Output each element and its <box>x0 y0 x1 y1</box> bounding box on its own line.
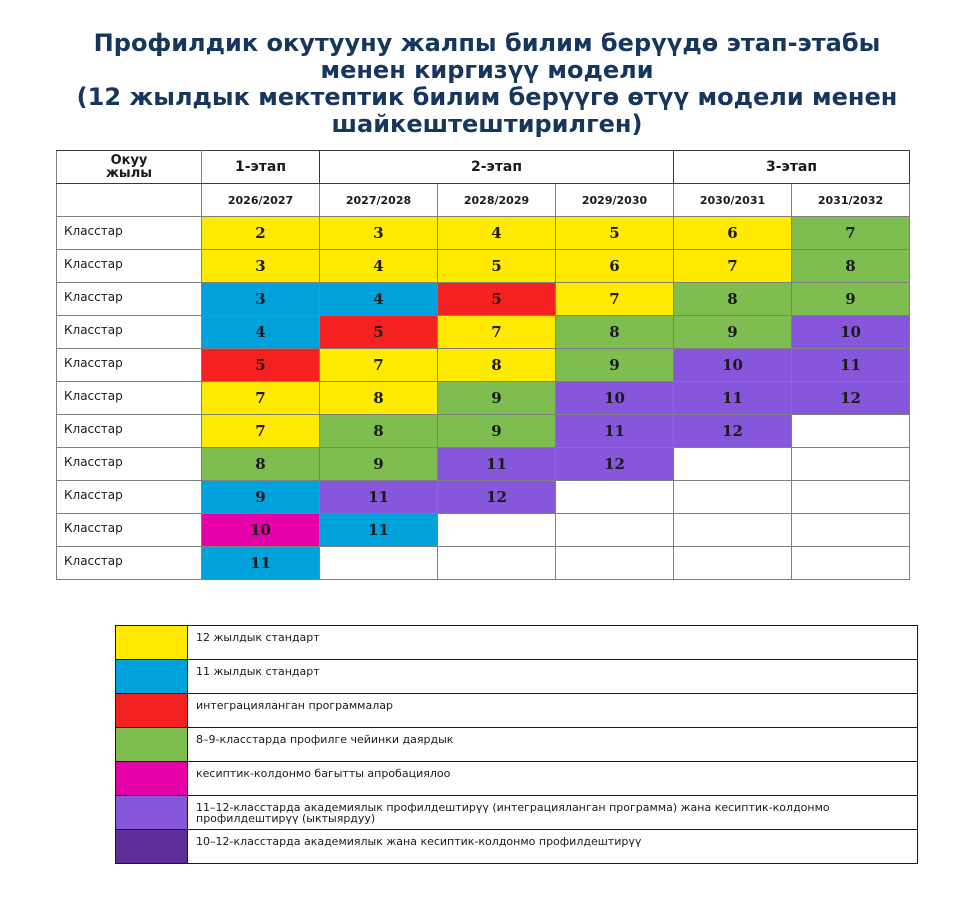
grade-cell: 7 <box>674 250 792 283</box>
grade-cell: 9 <box>792 283 910 316</box>
grade-cell: 8 <box>320 382 438 415</box>
grade-cell: 5 <box>202 349 320 382</box>
empty-cell <box>792 514 910 547</box>
year-header: 2029/2030 <box>556 184 674 217</box>
row-label: Класстар <box>57 250 202 283</box>
year-header: 2028/2029 <box>438 184 556 217</box>
grade-cell: 9 <box>438 415 556 448</box>
row-label: Класстар <box>57 382 202 415</box>
grade-cell: 8 <box>792 250 910 283</box>
empty-cell <box>674 448 792 481</box>
year-header-blank <box>57 184 202 217</box>
legend-item <box>116 626 918 660</box>
table-row <box>57 514 910 547</box>
grade-cell: 10 <box>792 316 910 349</box>
grade-cell: 11 <box>556 415 674 448</box>
table-row <box>57 217 910 250</box>
grade-cell: 6 <box>556 250 674 283</box>
stage-3-header: 3-этап <box>674 151 910 184</box>
grade-cell: 11 <box>438 448 556 481</box>
legend-swatch <box>116 762 188 796</box>
grade-cell: 6 <box>674 217 792 250</box>
legend-swatch <box>116 728 188 762</box>
table-row <box>57 382 910 415</box>
grade-cell: 5 <box>320 316 438 349</box>
grade-cell: 11 <box>202 547 320 580</box>
year-header: 2030/2031 <box>674 184 792 217</box>
row-label: Класстар <box>57 283 202 316</box>
grade-cell: 11 <box>674 382 792 415</box>
empty-cell <box>792 547 910 580</box>
row-label: Класстар <box>57 415 202 448</box>
table-row <box>57 349 910 382</box>
legend-swatch <box>116 694 188 728</box>
row-label: Класстар <box>57 316 202 349</box>
empty-cell <box>556 547 674 580</box>
grade-cell: 4 <box>320 283 438 316</box>
grade-cell: 7 <box>320 349 438 382</box>
legend-swatch <box>116 660 188 694</box>
title-line-4: шайкештештирилген) <box>331 110 643 138</box>
grade-cell: 11 <box>792 349 910 382</box>
empty-cell <box>556 481 674 514</box>
grade-cell: 8 <box>320 415 438 448</box>
year-label-line-2: жылы <box>106 166 152 181</box>
row-label: Класстар <box>57 448 202 481</box>
grade-cell: 9 <box>438 382 556 415</box>
grade-cell: 10 <box>556 382 674 415</box>
grade-cell: 7 <box>202 382 320 415</box>
grade-cell: 7 <box>202 415 320 448</box>
row-label: Класстар <box>57 547 202 580</box>
legend-label: 11 жылдык стандарт <box>188 660 918 694</box>
grade-cell: 9 <box>320 448 438 481</box>
empty-cell <box>674 514 792 547</box>
legend-swatch <box>116 796 188 830</box>
legend-table <box>115 625 918 864</box>
year-header: 2031/2032 <box>792 184 910 217</box>
grade-cell: 3 <box>320 217 438 250</box>
row-label: Класстар <box>57 514 202 547</box>
grade-cell: 4 <box>438 217 556 250</box>
title-line-3: (12 жылдык мектептик билим берүүгө өтүү модели менен <box>76 83 898 111</box>
legend-swatch <box>116 830 188 864</box>
legend-label: 12 жылдык стандарт <box>188 626 918 660</box>
legend-item <box>116 796 918 830</box>
grade-cell: 7 <box>556 283 674 316</box>
grade-cell: 11 <box>320 514 438 547</box>
page-title <box>0 30 974 138</box>
legend-label: интеграцияланган программалар <box>188 694 918 728</box>
grade-cell: 10 <box>202 514 320 547</box>
empty-cell <box>556 514 674 547</box>
empty-cell <box>792 481 910 514</box>
stage-2-header: 2-этап <box>320 151 674 184</box>
grade-cell: 8 <box>556 316 674 349</box>
grade-cell: 10 <box>674 349 792 382</box>
year-label-line-1: Окуу <box>110 153 148 168</box>
legend-item <box>116 660 918 694</box>
table-row <box>57 250 910 283</box>
table-row <box>57 448 910 481</box>
grade-cell: 8 <box>202 448 320 481</box>
legend-swatch <box>116 626 188 660</box>
table-row <box>57 547 910 580</box>
grade-cell: 7 <box>792 217 910 250</box>
table-row <box>57 316 910 349</box>
legend-item <box>116 694 918 728</box>
year-header: 2027/2028 <box>320 184 438 217</box>
grade-cell: 7 <box>438 316 556 349</box>
title-line-2: менен киргизүү модели <box>320 56 654 84</box>
legend-label: 11–12-класстарда академиялык профилдештирүү (интеграцияланган программа) жана кесиптик-колдонмо профилдештирүү (ыктыярдуу) <box>188 796 918 830</box>
grade-cell: 5 <box>438 250 556 283</box>
grade-cell: 5 <box>438 283 556 316</box>
stage-1-header: 1-этап <box>202 151 320 184</box>
empty-cell <box>320 547 438 580</box>
empty-cell <box>792 415 910 448</box>
grade-cell: 3 <box>202 250 320 283</box>
legend-label: 8–9-класстарда профилге чейинки даярдык <box>188 728 918 762</box>
grade-cell: 12 <box>674 415 792 448</box>
title-line-1: Профилдик окутууну жалпы билим берүүдө этап-этабы <box>93 29 881 57</box>
grade-cell: 12 <box>438 481 556 514</box>
grade-cell: 12 <box>556 448 674 481</box>
grade-cell: 2 <box>202 217 320 250</box>
empty-cell <box>674 547 792 580</box>
year-column-header <box>57 151 202 184</box>
grade-cell: 8 <box>674 283 792 316</box>
year-header: 2026/2027 <box>202 184 320 217</box>
row-label: Класстар <box>57 349 202 382</box>
grade-cell: 8 <box>438 349 556 382</box>
grade-rows <box>57 217 910 580</box>
grade-cell: 9 <box>674 316 792 349</box>
legend-item <box>116 830 918 864</box>
years-header-row <box>57 184 910 217</box>
legend-rows <box>116 626 918 864</box>
grade-cell: 4 <box>202 316 320 349</box>
grade-cell: 3 <box>202 283 320 316</box>
legend-label: кесиптик-колдонмо багытты апробациялоо <box>188 762 918 796</box>
grade-cell: 9 <box>202 481 320 514</box>
row-label: Класстар <box>57 481 202 514</box>
grade-cell: 4 <box>320 250 438 283</box>
empty-cell <box>674 481 792 514</box>
legend-label: 10–12-класстарда академиялык жана кесиптик-колдонмо профилдештирүү <box>188 830 918 864</box>
stage-header-row <box>57 151 910 184</box>
table-row <box>57 415 910 448</box>
empty-cell <box>438 514 556 547</box>
legend-item <box>116 762 918 796</box>
table-row <box>57 283 910 316</box>
empty-cell <box>438 547 556 580</box>
row-label: Класстар <box>57 217 202 250</box>
empty-cell <box>792 448 910 481</box>
table-row <box>57 481 910 514</box>
grade-cell: 12 <box>792 382 910 415</box>
schedule-table <box>56 150 910 580</box>
grade-cell: 9 <box>556 349 674 382</box>
grade-cell: 11 <box>320 481 438 514</box>
grade-cell: 5 <box>556 217 674 250</box>
legend-item <box>116 728 918 762</box>
